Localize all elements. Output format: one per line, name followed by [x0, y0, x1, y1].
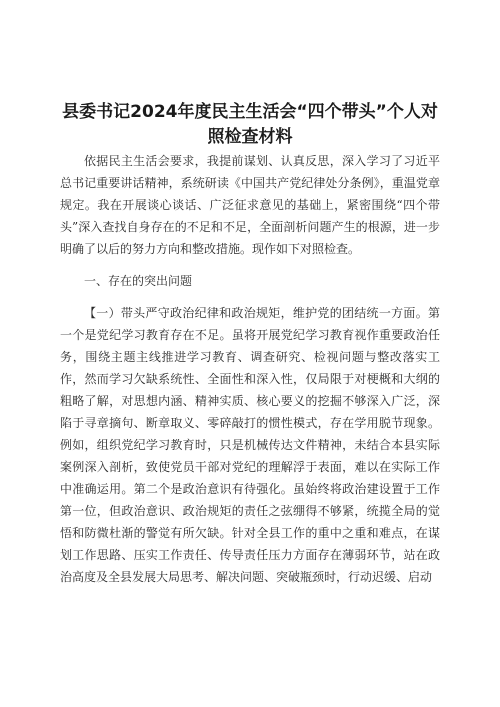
intro-paragraph: 依据民主生活会要求，我提前谋划、认真反思，深入学习了习近平总书记重要讲话精神，系统研读《中国共产党纪律处分条例》，重温党章规定。我在开展谈心谈话、广泛征求意见的基础上，紧密围绕“四个带头”深入查找自身存在的不足和不足，全面剖析问题产生的根源，进一步明确了以后的努力方向和整改措施。现作如下对照检查。	[60, 154, 440, 256]
document-title: 县委书记2024年度民主生活会“四个带头”个人对照检查材料	[62, 102, 438, 147]
document-body	[60, 150, 440, 588]
section-heading: 一、存在的突出问题	[84, 274, 193, 288]
body-paragraph: 【一）带头严守政治纪律和政治规矩，维护党的团结统一方面。第一个是党纪学习教育存在不足。虽将开展党纪学习教育视作重要政治任务，围绕主题主线推进学习教育、调查研究、检视问题与整改落实工作，然而学习欠缺系统性、全面性和深入性，仅局限于对梗概和大纲的粗略了解，对思想内涵、精神实质、核心要义的挖掘不够深入广泛，深陷于寻章摘句、断章取义、零碎敲打的惯性模式，存在学用脱节现象。例如，组织党纪学习教育时，只是机械传达文件精神，未结合本县实际案例深入剖析，致使党员干部对党纪的理解浮于表面，难以在实际工作中准确运用。第二个是政治意识有待强化。虽始终将政治建设置于工作第一位，但政治意识、政治规矩的责任之弦绷得不够紧，统揽全局的觉悟和防微杜渐的警觉有所欠缺。针对全县工作的重中之重和难点，在谋划工作思路、压实工作责任、传导责任压力方面存在薄弱环节，站在政治高度及全县发展大局思考、解决问题、突破瓶颈时，行动迟缓、启动	[60, 306, 440, 584]
